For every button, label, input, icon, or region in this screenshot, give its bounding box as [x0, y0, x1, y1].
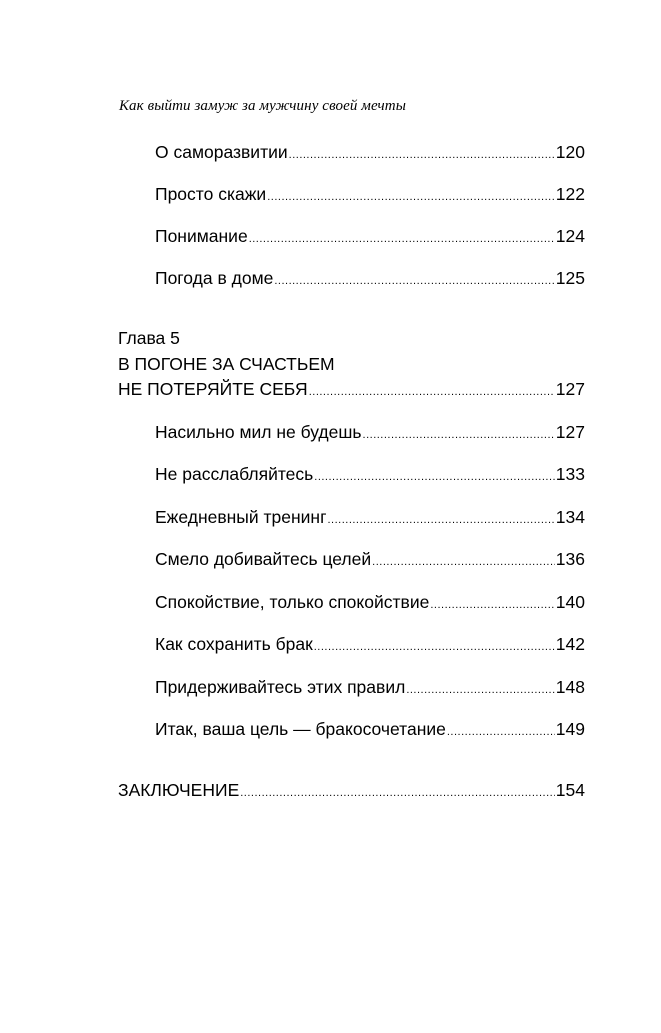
toc-entry-page: 136 [555, 549, 585, 569]
dot-leader [314, 466, 555, 488]
dot-leader [430, 594, 554, 616]
toc-entry-title: Погода в доме [155, 268, 274, 288]
toc-entry [155, 506, 585, 531]
chapter-title-entry [118, 378, 585, 403]
toc-entry-title: Просто скажи [155, 184, 267, 204]
toc-entry [155, 225, 585, 250]
conclusion-page: 154 [555, 780, 585, 800]
toc-entry [155, 676, 585, 701]
toc-entry [155, 421, 585, 446]
toc-entry-title: Итак, ваша цель — бракосочетание [155, 719, 446, 739]
chapter-title-line2: НЕ ПОТЕРЯЙТЕ СЕБЯ [118, 379, 308, 399]
toc-entry-page: 142 [555, 634, 585, 654]
toc-entry-page: 149 [555, 719, 585, 739]
dot-leader [363, 424, 555, 446]
dot-leader [240, 782, 555, 804]
chapter-page: 127 [555, 379, 585, 399]
chapter-label: Глава 5 [118, 328, 180, 348]
dot-leader [372, 551, 555, 573]
toc-entry [155, 718, 585, 743]
toc-entry [155, 463, 585, 488]
toc-entry-page: 120 [555, 142, 585, 162]
dot-leader [249, 228, 555, 250]
toc-entry-page: 125 [555, 268, 585, 288]
toc-entry [155, 591, 585, 616]
toc-entry-title: Не расслабляйтесь [155, 464, 314, 484]
toc-entry-page: 140 [555, 592, 585, 612]
dot-leader [274, 270, 554, 292]
toc-entry [155, 141, 585, 166]
dot-leader [327, 509, 554, 531]
toc-entry-title: Спокойствие, только спокойствие [155, 592, 430, 612]
toc-entry-title: Придерживайтесь этих правил [155, 677, 406, 697]
toc-entry-page: 122 [555, 184, 585, 204]
toc-entry-page: 133 [555, 464, 585, 484]
dot-leader [267, 186, 555, 208]
toc-entry [155, 548, 585, 573]
dot-leader [314, 636, 555, 658]
dot-leader [447, 721, 555, 743]
chapter-title-line1: В ПОГОНЕ ЗА СЧАСТЬЕМ [118, 354, 335, 374]
toc-entry-page: 148 [555, 677, 585, 697]
conclusion-entry [118, 779, 585, 804]
conclusion-title: ЗАКЛЮЧЕНИЕ [118, 780, 240, 800]
running-head: Как выйти замуж за мужчину своей мечты [119, 98, 406, 114]
toc-entry [155, 633, 585, 658]
toc-entry-page: 134 [555, 507, 585, 527]
dot-leader [309, 381, 555, 403]
toc-entry-page: 124 [555, 226, 585, 246]
toc-entry-title: Ежедневный тренинг [155, 507, 327, 527]
toc-entry-title: О саморазвитии [155, 142, 288, 162]
dot-leader [406, 679, 554, 701]
toc-entry [155, 267, 585, 292]
toc-entry [155, 183, 585, 208]
dot-leader [289, 144, 555, 166]
toc-entry-title: Насильно мил не будешь [155, 422, 362, 442]
toc-entry-title: Как сохранить брак [155, 634, 313, 654]
toc-entry-title: Понимание [155, 226, 248, 246]
toc-entry-title: Смело добивайтесь целей [155, 549, 372, 569]
toc-entry-page: 127 [555, 422, 585, 442]
